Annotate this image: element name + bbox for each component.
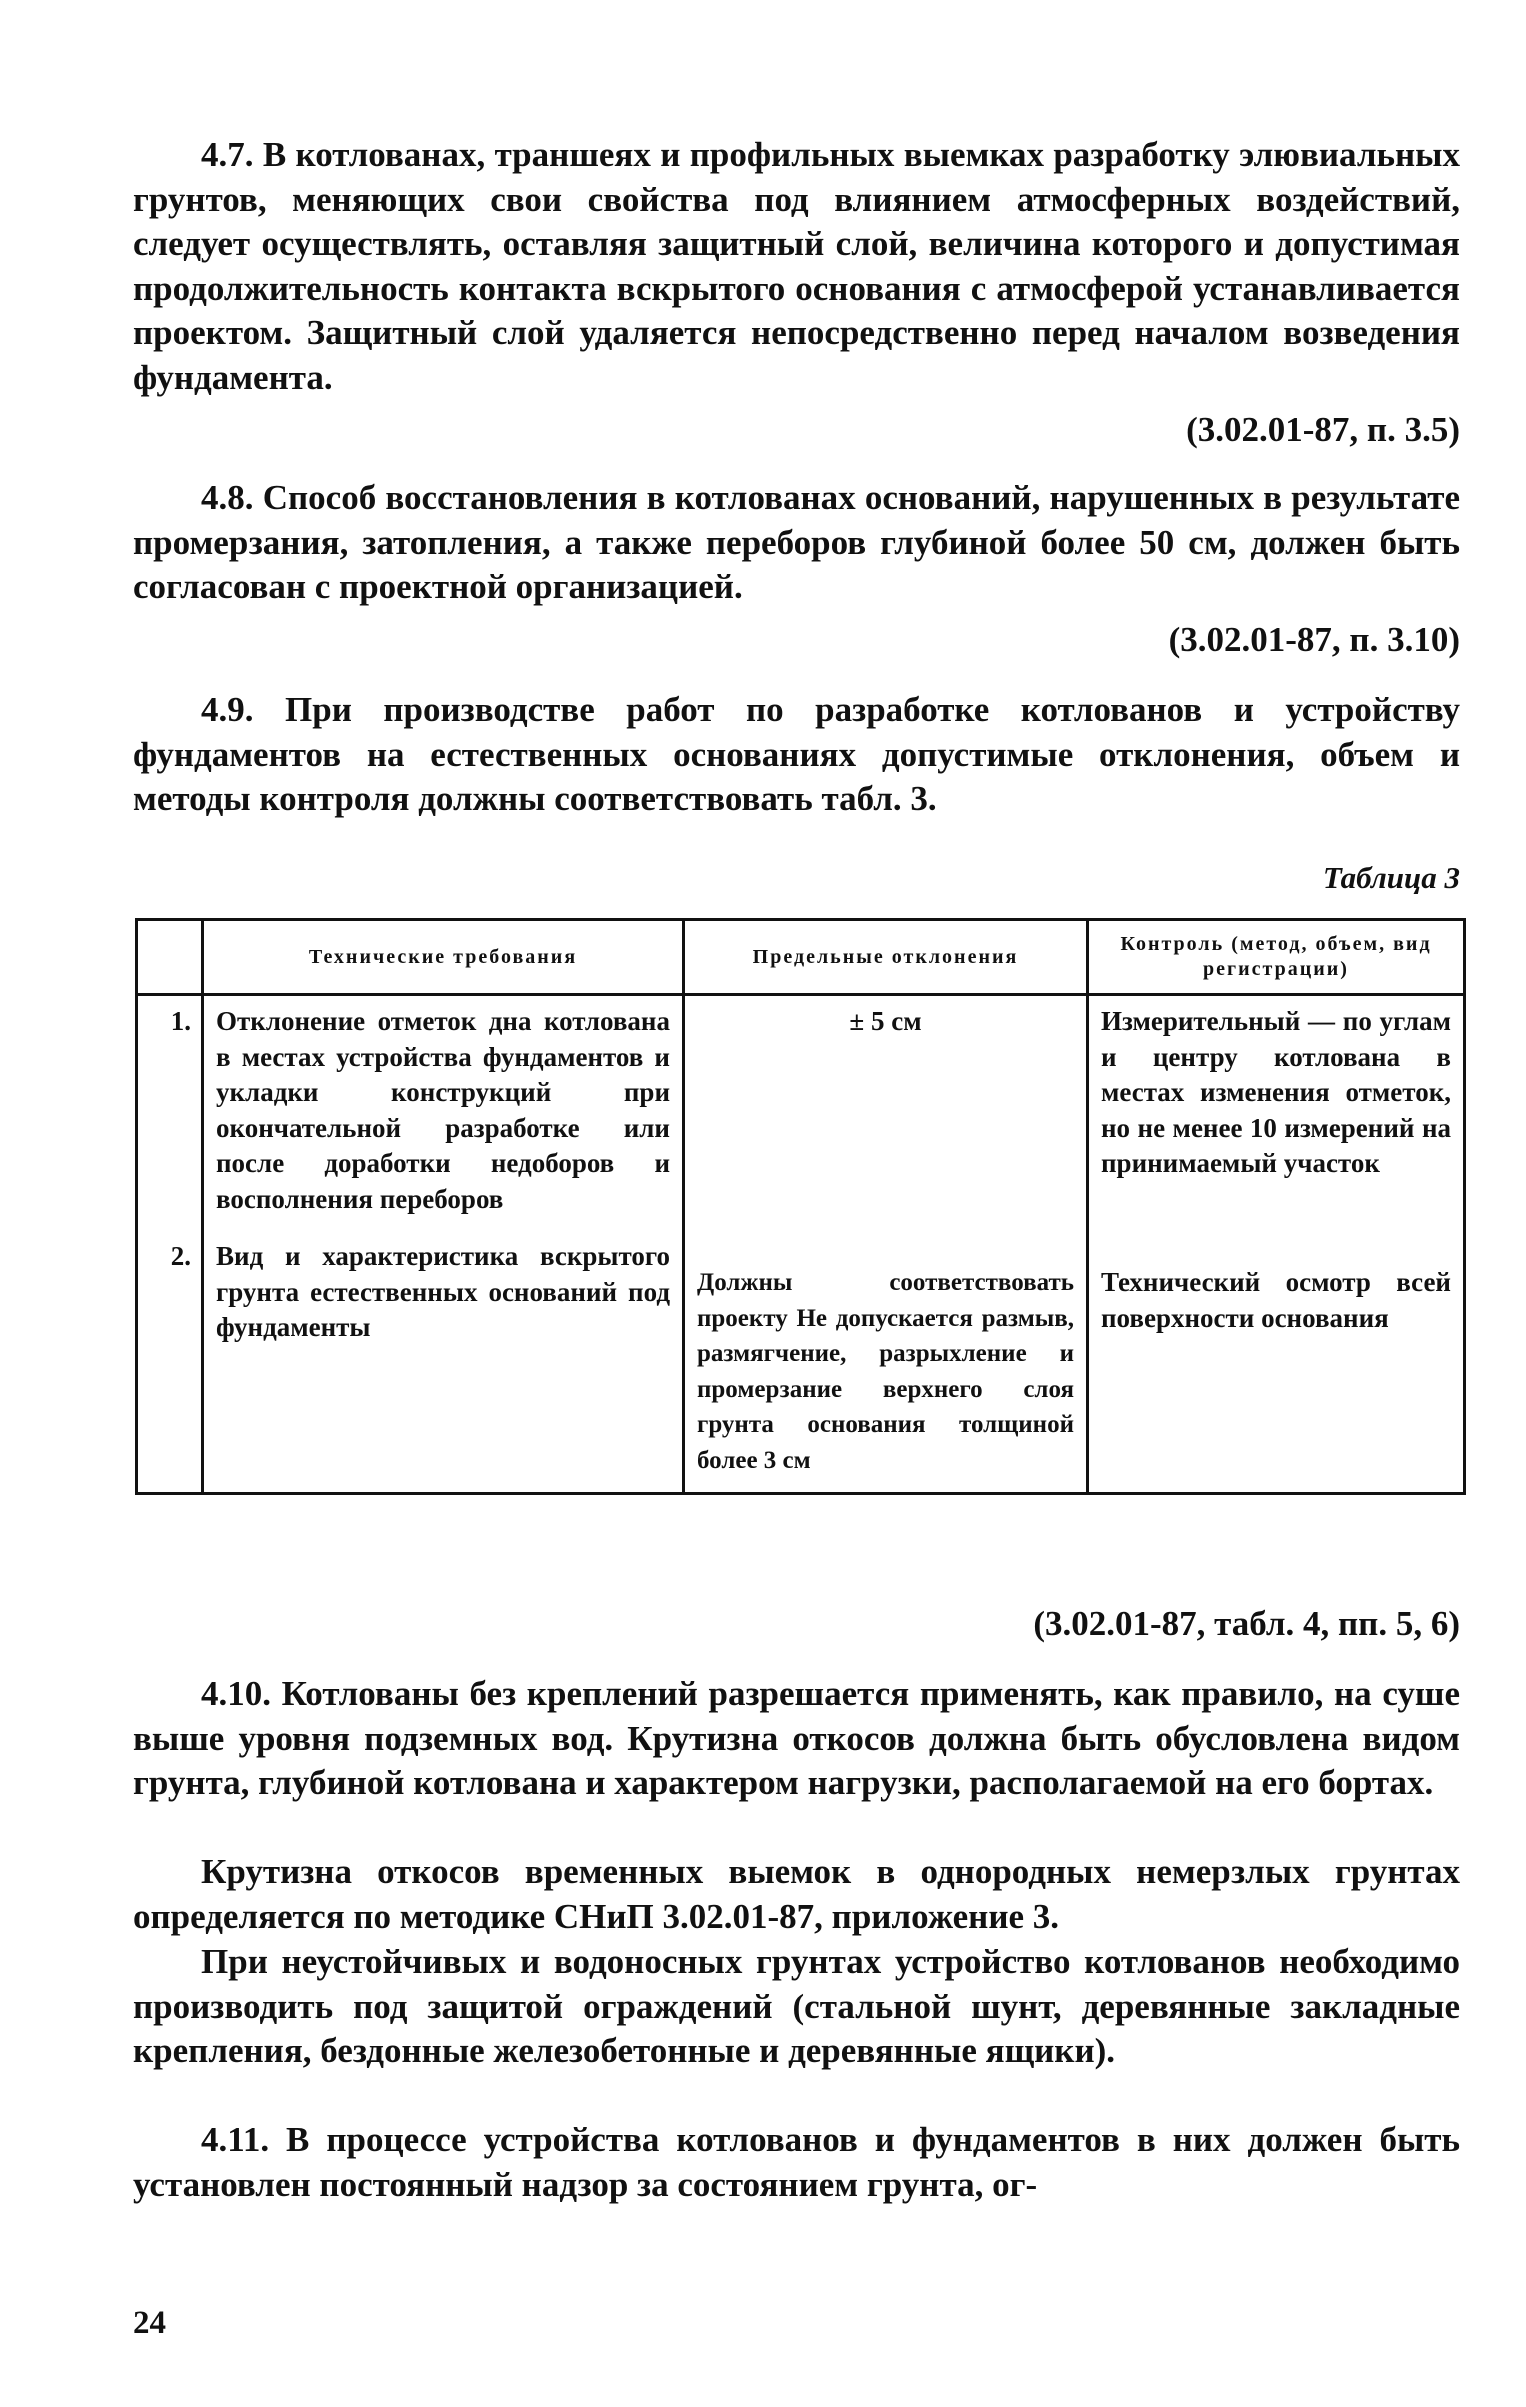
header-num — [137, 920, 203, 995]
paragraph-4-8: 4.8. Способ восстановления в котлованах оснований, нарушенных в результате промерзания, затопления, а также переборов глубиной более 50 см, должен быть согласован с проектной организацией. — [133, 478, 1460, 607]
header-deviations: Предельные отклонения — [684, 920, 1088, 995]
header-requirements: Технические требования — [203, 920, 684, 995]
paragraph-4-9: 4.9. При производстве работ по разработке котлованов и устройству фундаментов на естественных основаниях допустимые отклонения, объем и методы контроля должны соответствовать табл. 3. — [133, 690, 1460, 819]
paragraph-4-10-fencing: При неустойчивых и водоносных грунтах устройство котлованов необходимо производить под защитой ограждений (стальной шунт, деревянные закладные крепления, бездонные железобетонные и деревянные ящики). — [133, 1942, 1460, 2071]
row-deviation: Должны соответствовать проекту Не допускается размыв, размягчение, разрыхление и промерзание верхнего слоя грунта основания толщиной более 3 см — [684, 1231, 1088, 1494]
row-requirement: Вид и характеристика вскрытого грунта естественных оснований под фундаменты — [203, 1231, 684, 1494]
paragraph-4-11: 4.11. В процессе устройства котлованов и фундаментов в них должен быть установлен постоянный надзор за состоянием грунта, ог- — [133, 2120, 1460, 2204]
row-deviation: ± 5 см — [684, 995, 1088, 1232]
row-number: 1. — [137, 995, 203, 1232]
paragraph-4-10: 4.10. Котлованы без креплений разрешается применять, как правило, на суше выше уровня подземных вод. Крутизна откосов должна быть обусловлена видом грунта, глубиной котлована и характером нагрузки, располагаемой на его бортах. — [133, 1674, 1460, 1803]
row-control: Измерительный — по углам и центру котлована в местах изменения отметок, но не менее 10 измерений на принимаемый участок — [1088, 995, 1465, 1232]
row-requirement: Отклонение отметок дна котлована в местах устройства фундаментов и укладки конструкций при окончательной разработке или после доработки недоборов и восполнения переборов — [203, 995, 684, 1232]
reference-table: (3.02.01-87, табл. 4, пп. 5, 6) — [1033, 1604, 1460, 1643]
row-number: 2. — [137, 1231, 203, 1494]
requirements-table — [135, 918, 1466, 1495]
table-header-row — [137, 920, 1465, 995]
table-row — [137, 995, 1465, 1232]
reference-4-8: (3.02.01-87, п. 3.10) — [1168, 620, 1460, 659]
table-row — [137, 1231, 1465, 1494]
reference-4-7: (3.02.01-87, п. 3.5) — [1186, 410, 1460, 449]
header-control: Контроль (метод, объем, вид регистрации) — [1088, 920, 1465, 995]
page-number: 24 — [133, 2305, 166, 2341]
paragraph-4-10-slopes: Крутизна откосов временных выемок в однородных немерзлых грунтах определяется по методике СНиП 3.02.01-87, приложение 3. — [133, 1852, 1460, 1936]
paragraph-4-7: 4.7. В котлованах, траншеях и профильных выемках разработку элювиальных грунтов, меняющих свои свойства под влиянием атмосферных воздействий, следует осуществлять, оставляя защитный слой, величина которого и допустимая продолжительность контакта вскрытого основания с атмосферой устанавливается проектом. Защитный слой удаляется непосредственно перед началом возведения фундамента. — [133, 135, 1460, 397]
row-control: Технический осмотр всей поверхности основания — [1088, 1231, 1465, 1494]
table-caption: Таблица 3 — [1322, 860, 1460, 895]
